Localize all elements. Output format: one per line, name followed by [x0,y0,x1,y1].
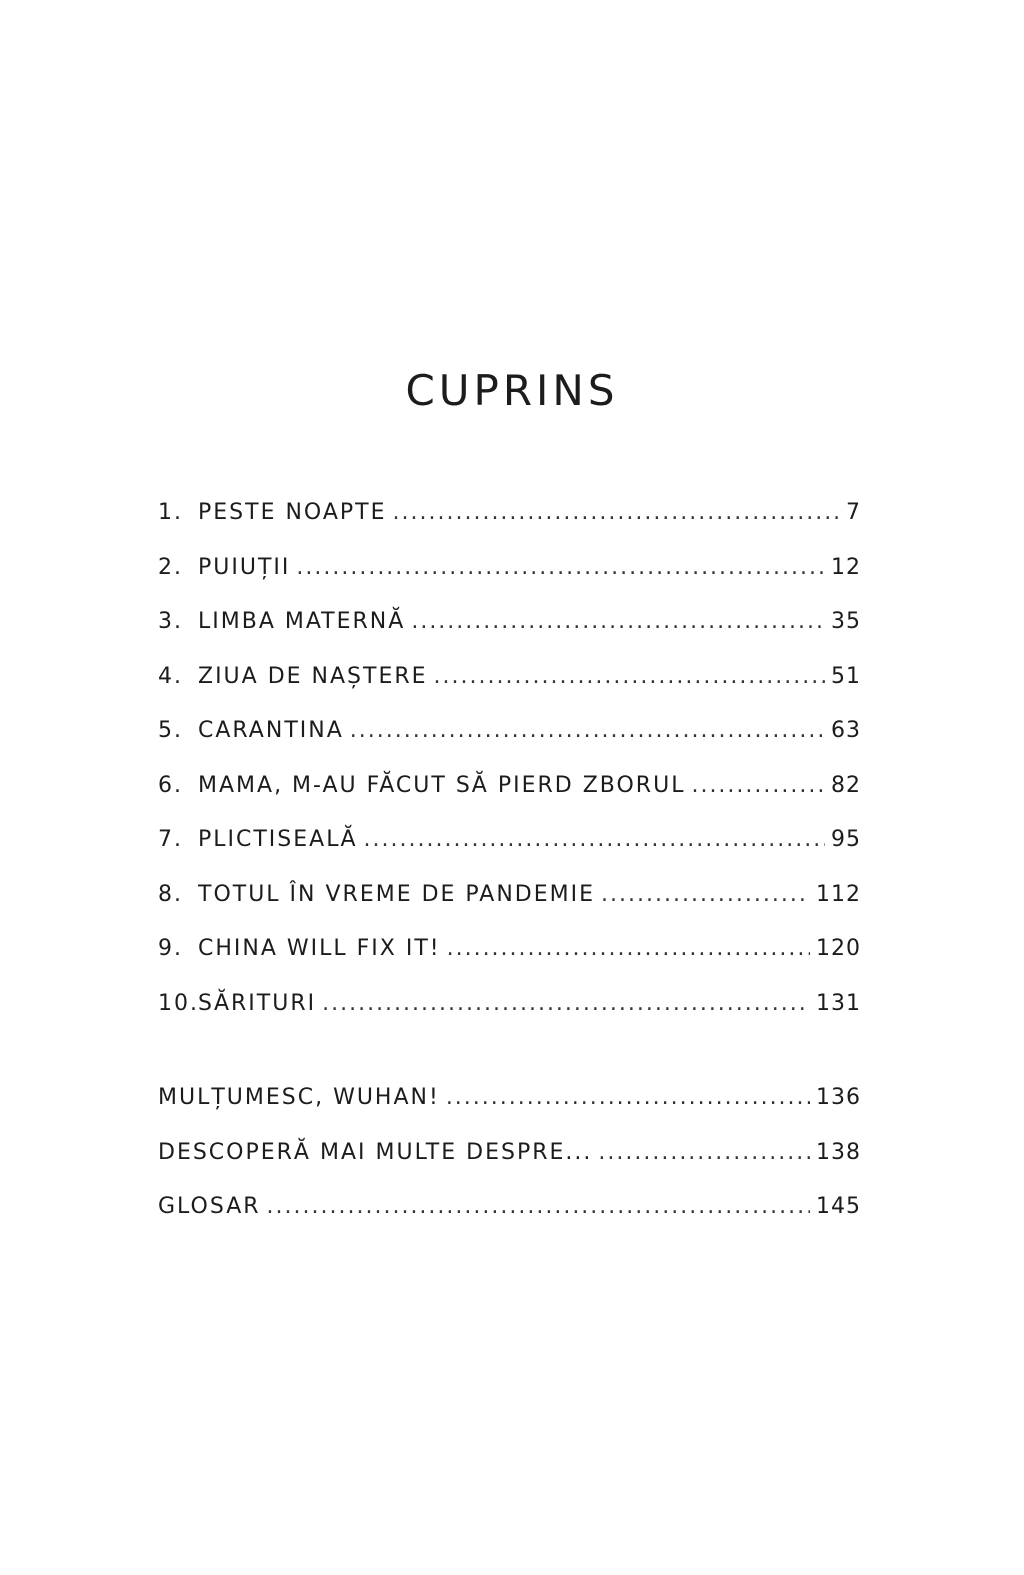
toc-leader-dots [393,500,840,525]
toc-entry-number: 3. [158,609,183,634]
toc-entry-10[interactable] [158,991,861,1046]
toc-entry-9[interactable] [158,936,861,991]
toc-entry-4[interactable] [158,664,861,719]
toc-entry-title: GLOSAR [158,1194,261,1219]
toc-entry-title: MAMA, M-AU FĂCUT SĂ PIERD ZBORUL [198,772,686,798]
toc-entry-number: 6. [158,772,183,798]
toc-leader-dots [350,718,825,743]
toc-entry-title: DESCOPERĂ MAI MULTE DESPRE... [158,1139,593,1165]
toc-entry-page: 35 [831,609,861,634]
toc-entry-title: CHINA WILL FIX IT! [198,936,441,961]
toc-entry-5[interactable] [158,718,861,773]
toc-leader-dots [434,664,825,689]
toc-entry-number: 7. [158,827,183,852]
toc-entry-number: 4. [158,663,183,689]
toc-leader-dots [446,1085,810,1110]
toc-entry-title: SĂRITURI [198,990,317,1016]
toc-entry-page: 82 [831,772,861,798]
toc-entry-6[interactable] [158,773,861,828]
toc-entry-number: 8. [158,881,183,907]
toc-extra-discover-more[interactable] [158,1140,861,1195]
toc-entry-number: 9. [158,936,183,961]
toc-entry-title: PUIUȚII [198,554,291,580]
toc-leader-dots [364,827,825,852]
toc-entry-page: 145 [816,1194,861,1219]
toc-entry-title: PESTE NOAPTE [198,500,387,525]
toc-entry-7[interactable] [158,827,861,882]
toc-entry-page: 95 [831,827,861,852]
toc-entry-number: 1. [158,500,183,525]
page-title: CUPRINS [405,366,619,415]
toc-leader-dots [447,936,810,961]
toc-entry-2[interactable] [158,555,861,610]
toc-entry-title: TOTUL ÎN VREME DE PANDEMIE [198,881,596,907]
toc-entry-page: 63 [831,718,861,743]
toc-entry-page: 51 [831,663,861,689]
toc-leader-dots [296,555,825,580]
toc-entry-page: 120 [816,936,861,961]
toc-entry-title: LIMBA MATERNĂ [198,609,406,634]
toc-entry-number: 2. [158,554,183,580]
toc-leader-dots [267,1194,810,1219]
toc-entry-number: 5. [158,718,183,743]
toc-entry-title: ZIUA DE NAȘTERE [198,663,428,689]
toc-entry-page: 131 [816,990,861,1016]
toc-entry-number: 10. [158,990,199,1016]
toc-extra-glossary[interactable] [158,1194,861,1249]
toc-leader-dots [601,882,810,907]
toc-leader-dots [598,1140,810,1165]
toc-entry-page: 112 [816,881,861,907]
toc-entry-page: 136 [816,1085,861,1110]
toc-entry-page: 12 [831,554,861,580]
toc-leader-dots [411,609,825,634]
toc-entry-3[interactable] [158,609,861,664]
toc-entry-title: CARANTINA [198,718,344,743]
toc-extra-acknowledgements[interactable] [158,1085,861,1140]
toc-entry-8[interactable] [158,882,861,937]
section-spacer [158,1045,861,1085]
toc-entry-page: 7 [846,500,861,525]
toc-leader-dots [691,773,825,798]
toc-entry-page: 138 [816,1139,861,1165]
toc-leader-dots [322,991,810,1016]
toc-entry-1[interactable] [158,500,861,555]
toc-entry-title: MULȚUMESC, WUHAN! [158,1085,440,1110]
toc-entry-title: PLICTISEALĂ [198,827,358,852]
table-of-contents [158,500,861,1249]
